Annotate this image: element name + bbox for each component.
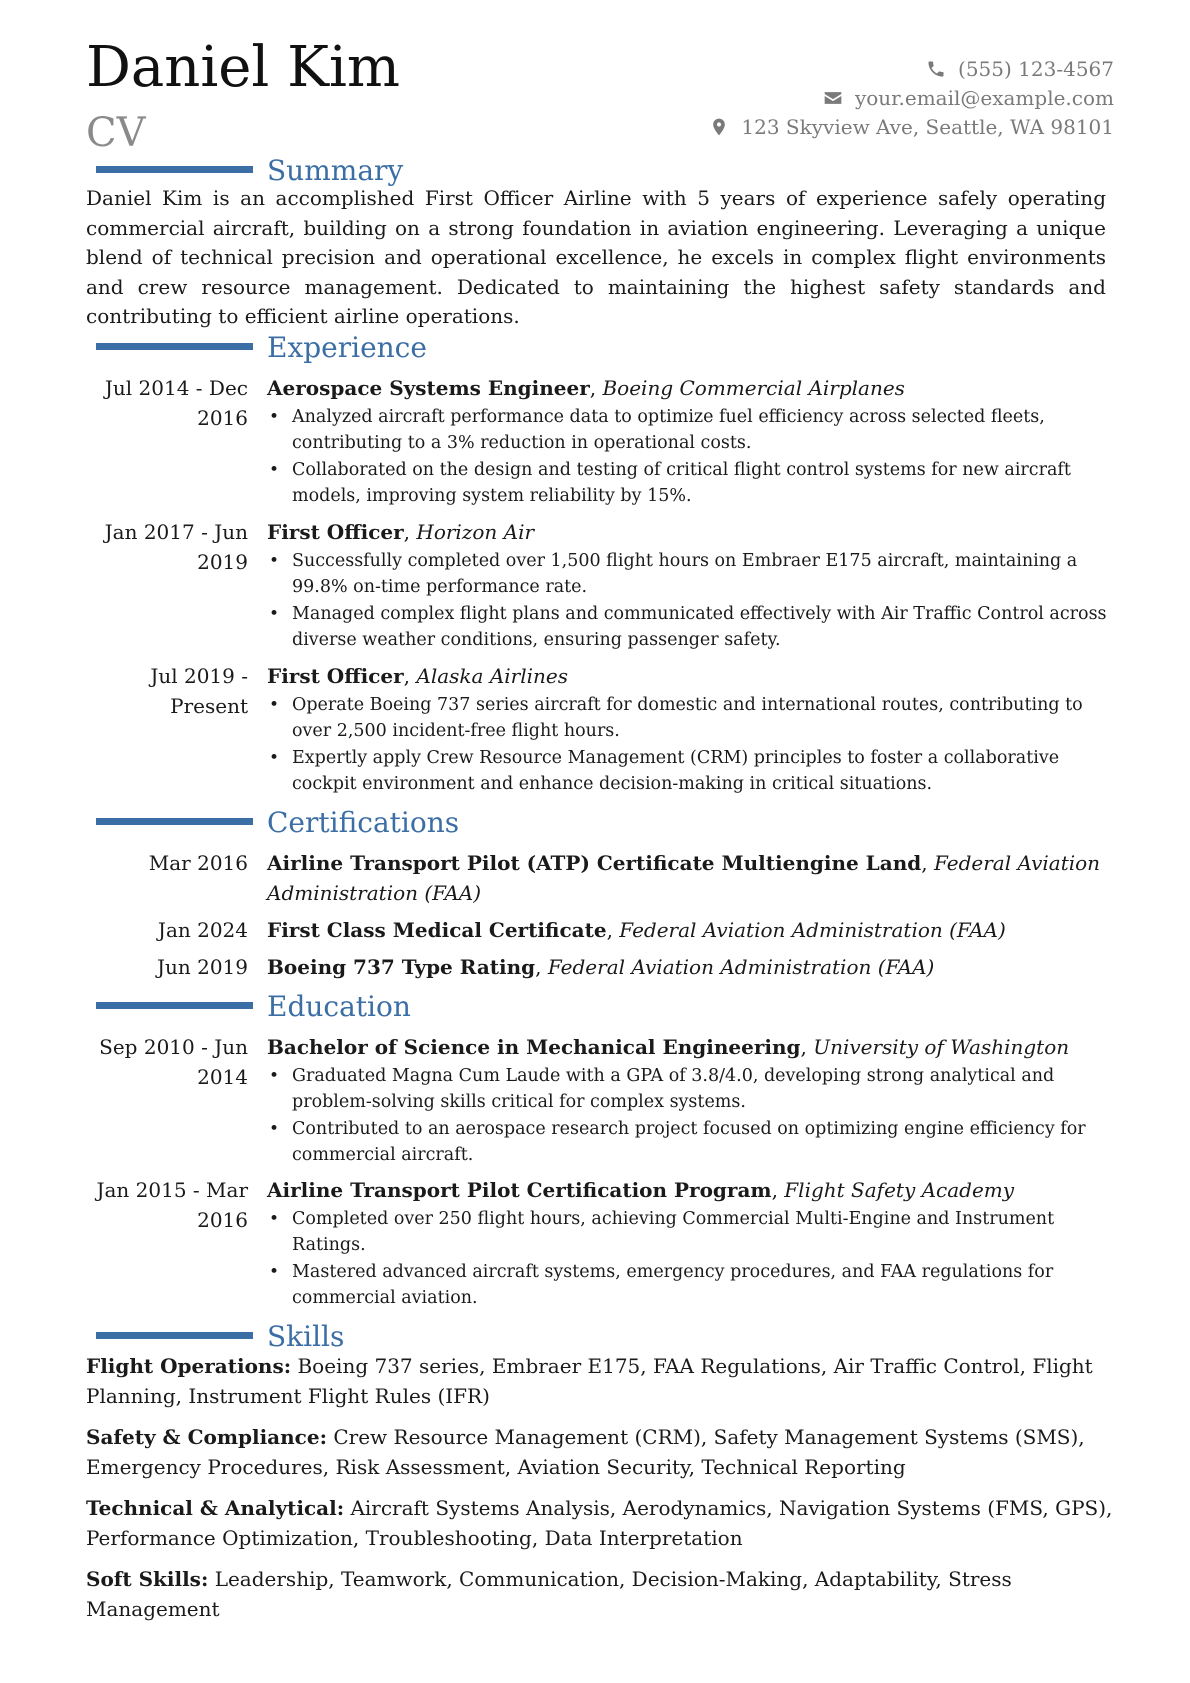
entry-bullets bbox=[267, 1206, 1117, 1312]
entry-date: Jan 2017 - Jun 2019 bbox=[104, 520, 248, 574]
bullet-item: • Mastered advanced aircraft systems, emergency procedures, and FAA regulations for commercial aviation. bbox=[267, 1259, 1117, 1312]
skill-group-label: Safety & Compliance: bbox=[86, 1425, 327, 1449]
bullet-item: • Contributed to an aerospace research project focused on optimizing engine efficiency for commercial aircraft. bbox=[267, 1116, 1117, 1169]
entry-title: First Officer bbox=[267, 520, 404, 544]
section-title: Certifications bbox=[267, 806, 460, 839]
entry-bullets bbox=[267, 404, 1117, 510]
section-title: Education bbox=[267, 990, 411, 1023]
section-education-heading bbox=[96, 990, 696, 1024]
bullet-item: • Managed complex flight plans and communicated effectively with Air Traffic Control across diverse weather conditions, ensuring passenger safety. bbox=[267, 601, 1117, 654]
summary-paragraph: Daniel Kim is an accomplished First Officer Airline with 5 years of experience safely operating commercial aircraft, building on a strong foundation in aviation engineering. Leveraging a unique blend of technical precision and operational excellence, he excels in complex flight environments and crew resource management. Dedicated to maintaining the highest safety standards and contributing to efficient airline operations. bbox=[86, 186, 1106, 328]
entry-organization: University of Washington bbox=[813, 1035, 1070, 1059]
entry-date: Jan 2015 - Mar 2016 bbox=[96, 1178, 248, 1232]
entry-title: Bachelor of Science in Mechanical Engineering bbox=[267, 1035, 801, 1059]
entry-date: Jul 2019 - Present bbox=[150, 664, 248, 718]
entry-bullets bbox=[267, 692, 1117, 798]
address-text: 123 Skyview Ave, Seattle, WA 98101 bbox=[741, 114, 1114, 139]
skill-group bbox=[86, 1423, 1116, 1482]
entry-organization: Federal Aviation Administration (FAA) bbox=[267, 851, 1101, 905]
section-accent-bar bbox=[96, 166, 253, 173]
skill-group-label: Technical & Analytical: bbox=[86, 1496, 345, 1520]
skill-group-items: Aircraft Systems Analysis, Aerodynamics, Navigation Systems (FMS, GPS), Performance Optimization, Troubleshooting, Data Interpretation bbox=[86, 1496, 1113, 1550]
entry-organization: Alaska Airlines bbox=[416, 664, 568, 688]
section-title: Skills bbox=[267, 1320, 345, 1353]
bullet-item: • Expertly apply Crew Resource Management (CRM) principles to foster a collaborative cockpit environment and enhance decision-making in critical situations. bbox=[267, 745, 1117, 798]
entry-organization: Flight Safety Academy bbox=[784, 1178, 1015, 1202]
candidate-name: Daniel Kim bbox=[86, 35, 400, 100]
section-title: Summary bbox=[267, 154, 404, 187]
entry-organization: Federal Aviation Administration (FAA) bbox=[547, 955, 935, 979]
bullet-item: • Graduated Magna Cum Laude with a GPA of 3.8/4.0, developing strong analytical and problem-solving skills critical for complex systems. bbox=[267, 1063, 1117, 1116]
entry-title: Airline Transport Pilot Certification Program bbox=[267, 1178, 772, 1202]
section-certifications-heading bbox=[96, 806, 696, 840]
contact-block bbox=[709, 54, 1114, 141]
entry-date: Jul 2014 - Dec 2016 bbox=[104, 376, 248, 430]
bullet-item: • Analyzed aircraft performance data to optimize fuel efficiency across selected fleets, contributing to a 3% reduction in operational costs. bbox=[267, 404, 1117, 457]
section-summary-heading bbox=[96, 154, 696, 188]
skill-group-items: Boeing 737 series, Embraer E175, FAA Regulations, Air Traffic Control, Flight Planning, Instrument Flight Rules (IFR) bbox=[86, 1354, 1093, 1408]
section-accent-bar bbox=[96, 343, 253, 350]
entry-bullets bbox=[267, 1063, 1117, 1169]
skill-group bbox=[86, 1352, 1116, 1411]
entry-date: Jan 2024 bbox=[157, 918, 248, 942]
section-skills-heading bbox=[96, 1320, 696, 1354]
section-accent-bar bbox=[96, 818, 253, 825]
entry-organization: Federal Aviation Administration (FAA) bbox=[619, 918, 1006, 942]
phone-text[interactable]: (555) 123-4567 bbox=[958, 56, 1114, 81]
entry-bullets bbox=[267, 548, 1117, 654]
entry-title: First Class Medical Certificate bbox=[267, 918, 607, 942]
phone-icon bbox=[926, 59, 946, 79]
entry-title: First Officer bbox=[267, 664, 404, 688]
contact-address bbox=[709, 112, 1114, 141]
contact-phone bbox=[709, 54, 1114, 83]
envelope-icon bbox=[823, 88, 843, 108]
entry-organization: Boeing Commercial Airplanes bbox=[602, 376, 905, 400]
bullet-item: • Operate Boeing 737 series aircraft for domestic and international routes, contributing to over 2,500 incident-free flight hours. bbox=[267, 692, 1117, 745]
contact-email bbox=[709, 83, 1114, 112]
email-link[interactable]: your.email@example.com bbox=[854, 85, 1114, 110]
skill-group bbox=[86, 1565, 1116, 1624]
section-accent-bar bbox=[96, 1332, 253, 1339]
document-subtitle: CV bbox=[86, 110, 146, 156]
skill-group-items: Crew Resource Management (CRM), Safety Management Systems (SMS), Emergency Procedures, Risk Assessment, Aviation Security, Technical Reporting bbox=[86, 1425, 1085, 1479]
entry-title: Aerospace Systems Engineer bbox=[267, 376, 590, 400]
entry-date: Sep 2010 - Jun 2014 bbox=[99, 1035, 248, 1089]
entry-title: Airline Transport Pilot (ATP) Certificate Multiengine Land bbox=[267, 851, 922, 875]
bullet-item: • Collaborated on the design and testing of critical flight control systems for new aircraft models, improving system reliability by 15%. bbox=[267, 457, 1117, 510]
entry-date: Jun 2019 bbox=[156, 955, 248, 979]
skill-group-label: Flight Operations: bbox=[86, 1354, 292, 1378]
bullet-item: • Completed over 250 flight hours, achieving Commercial Multi-Engine and Instrument Ratings. bbox=[267, 1206, 1117, 1259]
entry-title: Boeing 737 Type Rating bbox=[267, 955, 536, 979]
entry-organization: Horizon Air bbox=[416, 520, 535, 544]
bullet-item: • Successfully completed over 1,500 flight hours on Embraer E175 aircraft, maintaining a 99.8% on-time performance rate. bbox=[267, 548, 1117, 601]
section-experience-heading bbox=[96, 331, 696, 365]
map-pin-icon bbox=[709, 117, 729, 137]
section-accent-bar bbox=[96, 1002, 253, 1009]
section-title: Experience bbox=[267, 331, 427, 364]
entry-date: Mar 2016 bbox=[148, 851, 248, 875]
cv-page: Daniel Kim CV (555) 123-4567 your.email@example.com 123 Skyview Ave, Seattle, WA 98101 Summary Daniel Kim is an accomplished First Officer Airline with 5 years of experience safely operating commercial aircraft, building on a strong foundation in aviation engineering. Leveraging a unique blend of technical precision and operational excellence, he excels in complex flight environments and crew resource management. Dedicated to maintaining the highest safety standards and contributing to efficient airline operations. Experience Jul 2014 - Dec 2016 Aerospace Systems Engineer, Boeing Commercial Airplanes • Analyzed aircraft performance data to optimize fuel efficiency across selected fleets, contributing to a 3% reduction in operational costs. • Collaborated on the design and testing of critical flight control systems for new aircraft models, improving system reliability by 15%. Jan 2017 - Jun 2019 First Officer, Horizon Air • Successfully completed over 1,500 flight hours on Embraer E175 aircraft, maintaining a 99.8% on-time performance rate. • Managed complex flight plans and communicated effectively with Air Traffic Control across diverse weather conditions, ensuring passenger safety. Jul 2019 - Present First Officer, Alaska Airlines • Operate Boeing 737 series aircraft for domestic and international routes, contributing to over 2,500 incident-free flight hours. • Expertly apply Crew Resource Management (CRM) principles to foster a collaborative cockpit environment and enhance decision-making in critical situations. Certifications Mar 2016 Airline Transport Pilot (ATP) Certificate Multiengine Land, Federal Aviation Administration (FAA) Jan 2024 First Class Medical Certificate, Federal Aviation Administration (FAA) Jun 2019 Boeing 737 Type Rating, Federal Aviation Administration (FAA) Education Sep 2010 - Jun 2014 Bachelor of Science in Mechanical Engineering, University of Washington • Graduated Magna Cum Laude with a GPA of 3.8/4.0, developing strong analytical and problem-solving skills critical for complex systems. • Contributed to an aerospace research project focused on optimizing engine efficiency for commercial aircraft. Jan 2015 - Mar 2016 Airline Transport Pilot Certification Program, Flight Safety Academy • Completed over 250 flight hours, achieving Commercial Multi-Engine and Instrument Ratings. • Mastered advanced aircraft systems, emergency procedures, and FAA regulations for commercial aviation. Skills Flight Operations: Boeing 737 series, Embraer E175, FAA Regulations, Air Traffic Control, Flight Planning, Instrument Flight Rules (IFR) Safety & Compliance: Crew Resource Management (CRM), Safety Management Systems (SMS), Emergency Procedures, Risk Assessment, Aviation Security, Technical Reporting Technical & Analytical: Aircraft Systems Analysis, Aerodynamics, Navigation Systems (FMS, GPS), Performance Optimization, Troubleshooting, Data Interpretation Soft Skills: Leadership, Teamwork, Communication, Decision-Making, Adaptability, Stress Management bbox=[0, 0, 1190, 1683]
skill-group-items: Leadership, Teamwork, Communication, Decision-Making, Adaptability, Stress Management bbox=[86, 1567, 1012, 1621]
skill-group-label: Soft Skills: bbox=[86, 1567, 209, 1591]
skill-group bbox=[86, 1494, 1116, 1553]
